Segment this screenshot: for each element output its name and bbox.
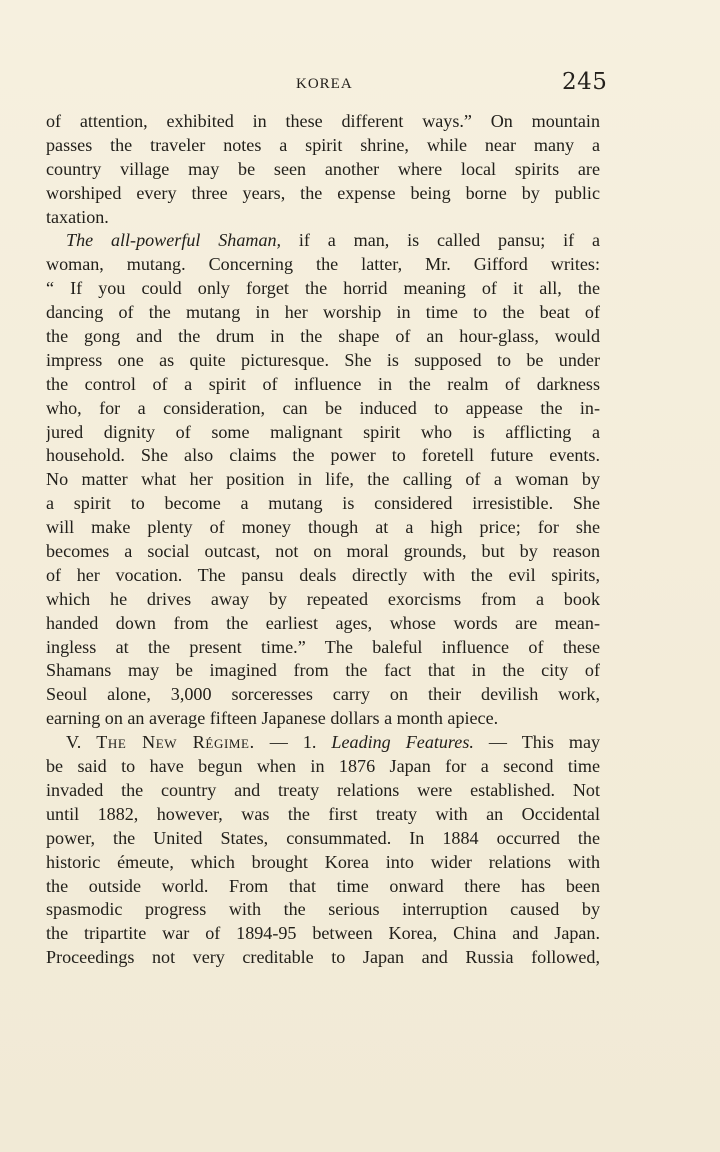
text-line: impress one as quite picturesque. She is supposed to be under xyxy=(46,349,600,370)
section-dash: — xyxy=(488,732,508,753)
text-line: the control of a spirit of influence in the realm of darkness xyxy=(46,373,600,394)
subsection-number: 1. xyxy=(302,732,317,753)
text-line: “ If you could only forget the horrid meaning of it all, the xyxy=(46,278,600,299)
section-numeral: V. xyxy=(66,732,82,753)
text-line: if a man, is called pansu; if a xyxy=(298,230,600,251)
text-line: earning on an average fifteen Japanese dollars a month apiece. xyxy=(46,708,499,729)
text-line: household. She also claims the power to foretell future events. xyxy=(46,445,600,466)
text-line: spasmodic progress with the serious interruption caused by xyxy=(46,899,600,920)
subsection-title: Leading Features. xyxy=(331,732,474,753)
text-line: Proceedings not very creditable to Japan and Russia followed, xyxy=(46,947,600,968)
text-line: the tripartite war of 1894-95 between Korea, China and Japan. xyxy=(46,923,600,944)
text-line: the outside world. From that time onward there has been xyxy=(46,875,600,896)
text-line: worshiped every three years, the expense being borne by public xyxy=(46,182,600,203)
text-line: will make plenty of money though at a high price; for she xyxy=(46,517,600,538)
text-line: dancing of the mutang in her worship in time to the beat of xyxy=(46,302,600,323)
text-line: Seoul alone, 3,000 sorceresses carry on their devilish work, xyxy=(46,684,600,705)
text-line: Shamans may be imagined from the fact that in the city of xyxy=(46,660,600,681)
running-title: KOREA xyxy=(296,76,353,92)
text-line: No matter what her position in life, the calling of a woman by xyxy=(46,469,600,490)
text-line: becomes a social outcast, not on moral grounds, but by reason xyxy=(46,541,600,562)
text-line: until 1882, however, was the first treaty with an Occidental xyxy=(46,803,600,824)
body-text xyxy=(46,110,600,970)
text-line: taxation. xyxy=(46,206,109,227)
paragraph-shaman xyxy=(46,229,600,253)
text-line: handed down from the earliest ages, whose words are mean- xyxy=(46,612,600,633)
section-dash: — xyxy=(269,732,288,753)
text-line: the gong and the drum in the shape of an hour-glass, would xyxy=(46,326,600,347)
shaman-heading: The all-powerful Shaman, xyxy=(66,230,282,251)
text-line: of her vocation. The pansu deals directly with the evil spirits, xyxy=(46,564,600,585)
text-line: a spirit to become a mutang is considered irresistible. She xyxy=(46,493,600,514)
text-line: woman, mutang. Concerning the latter, Mr. Gifford writes: xyxy=(46,254,600,275)
section-heading-line xyxy=(46,731,600,755)
text-line: This may xyxy=(521,732,600,753)
text-line: ingless at the present time.” The baleful influence of these xyxy=(46,636,600,657)
text-line: of attention, exhibited in these different ways.” On mountain xyxy=(46,111,600,131)
section-title: The New Régime. xyxy=(96,732,255,753)
text-line: invaded the country and treaty relations were established. Not xyxy=(46,779,600,800)
text-line: power, the United States, consummated. In 1884 occurred the xyxy=(46,827,600,848)
page-number: 245 xyxy=(562,69,608,95)
running-head xyxy=(46,69,608,98)
text-line: which he drives away by repeated exorcisms from a book xyxy=(46,588,600,609)
text-line: historic émeute, which brought Korea into wider relations with xyxy=(46,851,600,872)
text-line: who, for a consideration, can be induced to appease the in- xyxy=(46,397,600,418)
text-line: jured dignity of some malignant spirit who is afflicting a xyxy=(46,421,600,442)
text-line: country village may be seen another where local spirits are xyxy=(46,158,600,179)
text-line: be said to have begun when in 1876 Japan for a second time xyxy=(46,756,600,777)
text-line: passes the traveler notes a spirit shrine, while near many a xyxy=(46,134,600,155)
